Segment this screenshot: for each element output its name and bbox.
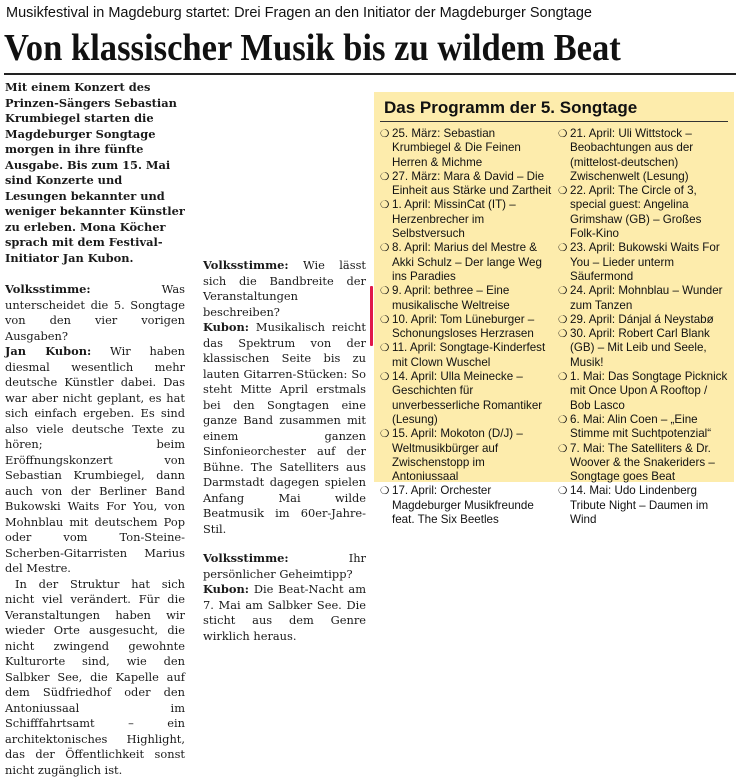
- program-event-text: 17. April: Orchester Magdeburger Musikfreunde feat. The Six Beetles: [392, 484, 552, 527]
- program-event: [380, 198, 552, 241]
- answer-1-speaker: Jan Kubon:: [5, 344, 91, 358]
- program-event-text: 11. April: Songtage-Kinderfest mit Clown Wuschel: [392, 341, 552, 370]
- answer-1-text: Wir haben diesmal wesentlich mehr deutsche Künstler dabei. Das war aber nicht geplant, es hat sich einfach ergeben. Es sind also viele deutsche Texte zu hören; beim Eröffnungskonzert von Sebastian Krumbiegel, dann auch von der Berliner Band Bukowski Waits For You, von Mohnblau mit deutschem Pop oder vom Ton-Steine-Scherben-Gitarristen Marius del Mestre.: [5, 344, 185, 575]
- question-2-text: Wie lässt sich die Bandbreite der Veranstaltungen beschreiben?: [203, 258, 366, 319]
- program-event-text: 14. Mai: Udo Lindenberg Tribute Night – Daumen im Wind: [570, 484, 730, 527]
- program-event-text: 14. April: Ulla Meinecke – Geschichten für unverbesserliche Romantiker (Lesung): [392, 370, 552, 427]
- program-event: [558, 442, 730, 485]
- program-event-text: 7. Mai: The Satelliters & Dr. Woover & the Snakeriders – Songtage goes Beat: [570, 442, 730, 485]
- answer-2: [203, 320, 366, 537]
- program-event-text: 1. Mai: Das Songtage Picknick mit Once Upon A Rooftop / Bob Lasco: [570, 370, 730, 413]
- circle-bullet-icon: ❍: [558, 484, 570, 498]
- circle-bullet-icon: ❍: [380, 370, 392, 384]
- question-1: [5, 282, 185, 344]
- program-event-text: 24. April: Mohnblau – Wunder zum Tanzen: [570, 284, 730, 313]
- circle-bullet-icon: ❍: [558, 127, 570, 141]
- program-event: [558, 413, 730, 442]
- circle-bullet-icon: ❍: [380, 170, 392, 184]
- program-event: [380, 484, 552, 527]
- program-event-text: 23. April: Bukowski Waits For You – Lieder unterm Säufermond: [570, 241, 730, 284]
- circle-bullet-icon: ❍: [380, 484, 392, 498]
- question-2: [203, 258, 366, 320]
- circle-bullet-icon: ❍: [380, 127, 392, 141]
- program-event: [558, 241, 730, 284]
- program-column-left: [380, 127, 552, 527]
- program-event-text: 29. April: Dánjal á Neystabø: [570, 313, 730, 327]
- circle-bullet-icon: ❍: [380, 427, 392, 441]
- answer-2-text: Musikalisch reicht das Spektrum von der klassischen Seite bis zu lauten Gitarren-Stücken: So steht Mitte April erstmals bei den Songtagen eine ganze Band zusammen mit einem ganzen Sinfonieorchester auf der Bühne. The Satelliters aus Darmstadt dagegen spielen Anfang Mai wilde Beatmusik im 60er-Jahre-Stil.: [203, 320, 366, 536]
- answer-1: [5, 344, 185, 577]
- program-event: [380, 370, 552, 427]
- program-event: [558, 184, 730, 241]
- program-event-text: 10. April: Tom Lüneburger – Schonungsloses Herzrasen: [392, 313, 552, 342]
- program-event-text: 1. April: MissinCat (IT) – Herzenbrecher im Selbstversuch: [392, 198, 552, 241]
- circle-bullet-icon: ❍: [380, 198, 392, 212]
- circle-bullet-icon: ❍: [380, 284, 392, 298]
- program-event: [380, 313, 552, 342]
- program-event: [558, 127, 730, 184]
- answer-1-continued: In der Struktur hat sich nicht viel verändert. Für die Veranstaltungen haben wir wieder Orte ausgesucht, die nicht zwingend gewohnte Kulturorte sind, wie den Salbker See, die Kapelle auf dem Südfriedhof oder den Antoniussaal im Schifffahrtsamt – ein architektonisches Highlight, das der Öffentlichkeit sonst nicht zugänglich ist.: [5, 577, 185, 778]
- headline-rule: [4, 73, 736, 75]
- question-3-text: Ihr persönlicher Geheimtipp?: [203, 551, 366, 581]
- circle-bullet-icon: ❍: [558, 442, 570, 456]
- program-event: [380, 284, 552, 313]
- answer-3-text: Die Beat-Nacht am 7. Mai am Salbker See. Die sticht aus dem Genre wirklich heraus.: [203, 582, 366, 643]
- circle-bullet-icon: ❍: [558, 184, 570, 198]
- circle-bullet-icon: ❍: [558, 313, 570, 327]
- program-rule: [380, 121, 728, 122]
- program-event: [380, 170, 552, 199]
- answer-3-speaker: Kubon:: [203, 582, 249, 596]
- question-3-speaker: Volksstimme:: [203, 551, 289, 565]
- program-event-text: 25. März: Sebastian Krumbiegel & Die Feinen Herren & Michme: [392, 127, 552, 170]
- answer-3: [203, 582, 366, 644]
- program-event: [558, 313, 730, 327]
- program-event-text: 15. April: Mokoton (D/J) – Weltmusikbürger auf Zwischenstopp im Antoniussaal: [392, 427, 552, 484]
- program-event-text: 9. April: bethree – Eine musikalische Weltreise: [392, 284, 552, 313]
- program-event: [380, 127, 552, 170]
- program-event-text: 8. April: Marius del Mestre & Akki Schulz – Der lange Weg ins Paradies: [392, 241, 552, 284]
- circle-bullet-icon: ❍: [558, 284, 570, 298]
- question-1-speaker: Volksstimme:: [5, 282, 91, 296]
- program-column-right: [558, 127, 730, 527]
- circle-bullet-icon: ❍: [380, 313, 392, 327]
- highlight-marker-article: [370, 286, 373, 346]
- circle-bullet-icon: ❍: [558, 327, 570, 341]
- program-box: [374, 92, 734, 482]
- answer-2-speaker: Kubon:: [203, 320, 249, 334]
- circle-bullet-icon: ❍: [380, 341, 392, 355]
- question-1-text: Was unterscheidet die 5. Songtage von den vier vorigen Ausgaben?: [5, 282, 185, 343]
- program-event-text: 22. April: The Circle of 3, special guest: Angelina Grimshaw (GB) – Großes Folk-Kino: [570, 184, 730, 241]
- article-column-2: [203, 258, 366, 644]
- program-event: [558, 284, 730, 313]
- circle-bullet-icon: ❍: [380, 241, 392, 255]
- program-event: [558, 327, 730, 370]
- program-event-text: 21. April: Uli Wittstock – Beobachtungen aus der (mittelost-deutschen) Zwischenwelt (Lesung): [570, 127, 730, 184]
- circle-bullet-icon: ❍: [558, 413, 570, 427]
- article-lead: Mit einem Konzert des Prinzen-Sängers Sebastian Krumbiegel starten die Magdeburger Songtage morgen in ihre fünfte Ausgabe. Bis zum 15. Mai sind Konzerte und Lesungen bekannter und weniger bekannter Künstler zu erleben. Mona Köcher sprach mit dem Festival-Initiator Jan Kubon.: [5, 80, 185, 266]
- program-event: [380, 341, 552, 370]
- question-2-speaker: Volksstimme:: [203, 258, 289, 272]
- program-event-text: 27. März: Mara & David – Die Einheit aus Stärke und Zartheit: [392, 170, 552, 199]
- kicker-line: Musikfestival in Magdeburg startet: Drei Fragen an den Initiator der Magdeburger Songtage: [6, 5, 734, 21]
- circle-bullet-icon: ❍: [558, 370, 570, 384]
- question-3: [203, 551, 366, 582]
- program-title: Das Programm der 5. Songtage: [384, 98, 637, 118]
- program-event: [558, 370, 730, 413]
- circle-bullet-icon: ❍: [558, 241, 570, 255]
- program-event-text: 30. April: Robert Carl Blank (GB) – Mit Leib und Seele, Musik!: [570, 327, 730, 370]
- program-event: [380, 427, 552, 484]
- program-event: [380, 241, 552, 284]
- program-event-text: 6. Mai: Alin Coen – „Eine Stimme mit Suchtpotenzial“: [570, 413, 730, 442]
- article-column-1: [5, 80, 185, 778]
- headline: Von klassischer Musik bis zu wildem Beat: [4, 26, 672, 70]
- program-event: [558, 484, 730, 527]
